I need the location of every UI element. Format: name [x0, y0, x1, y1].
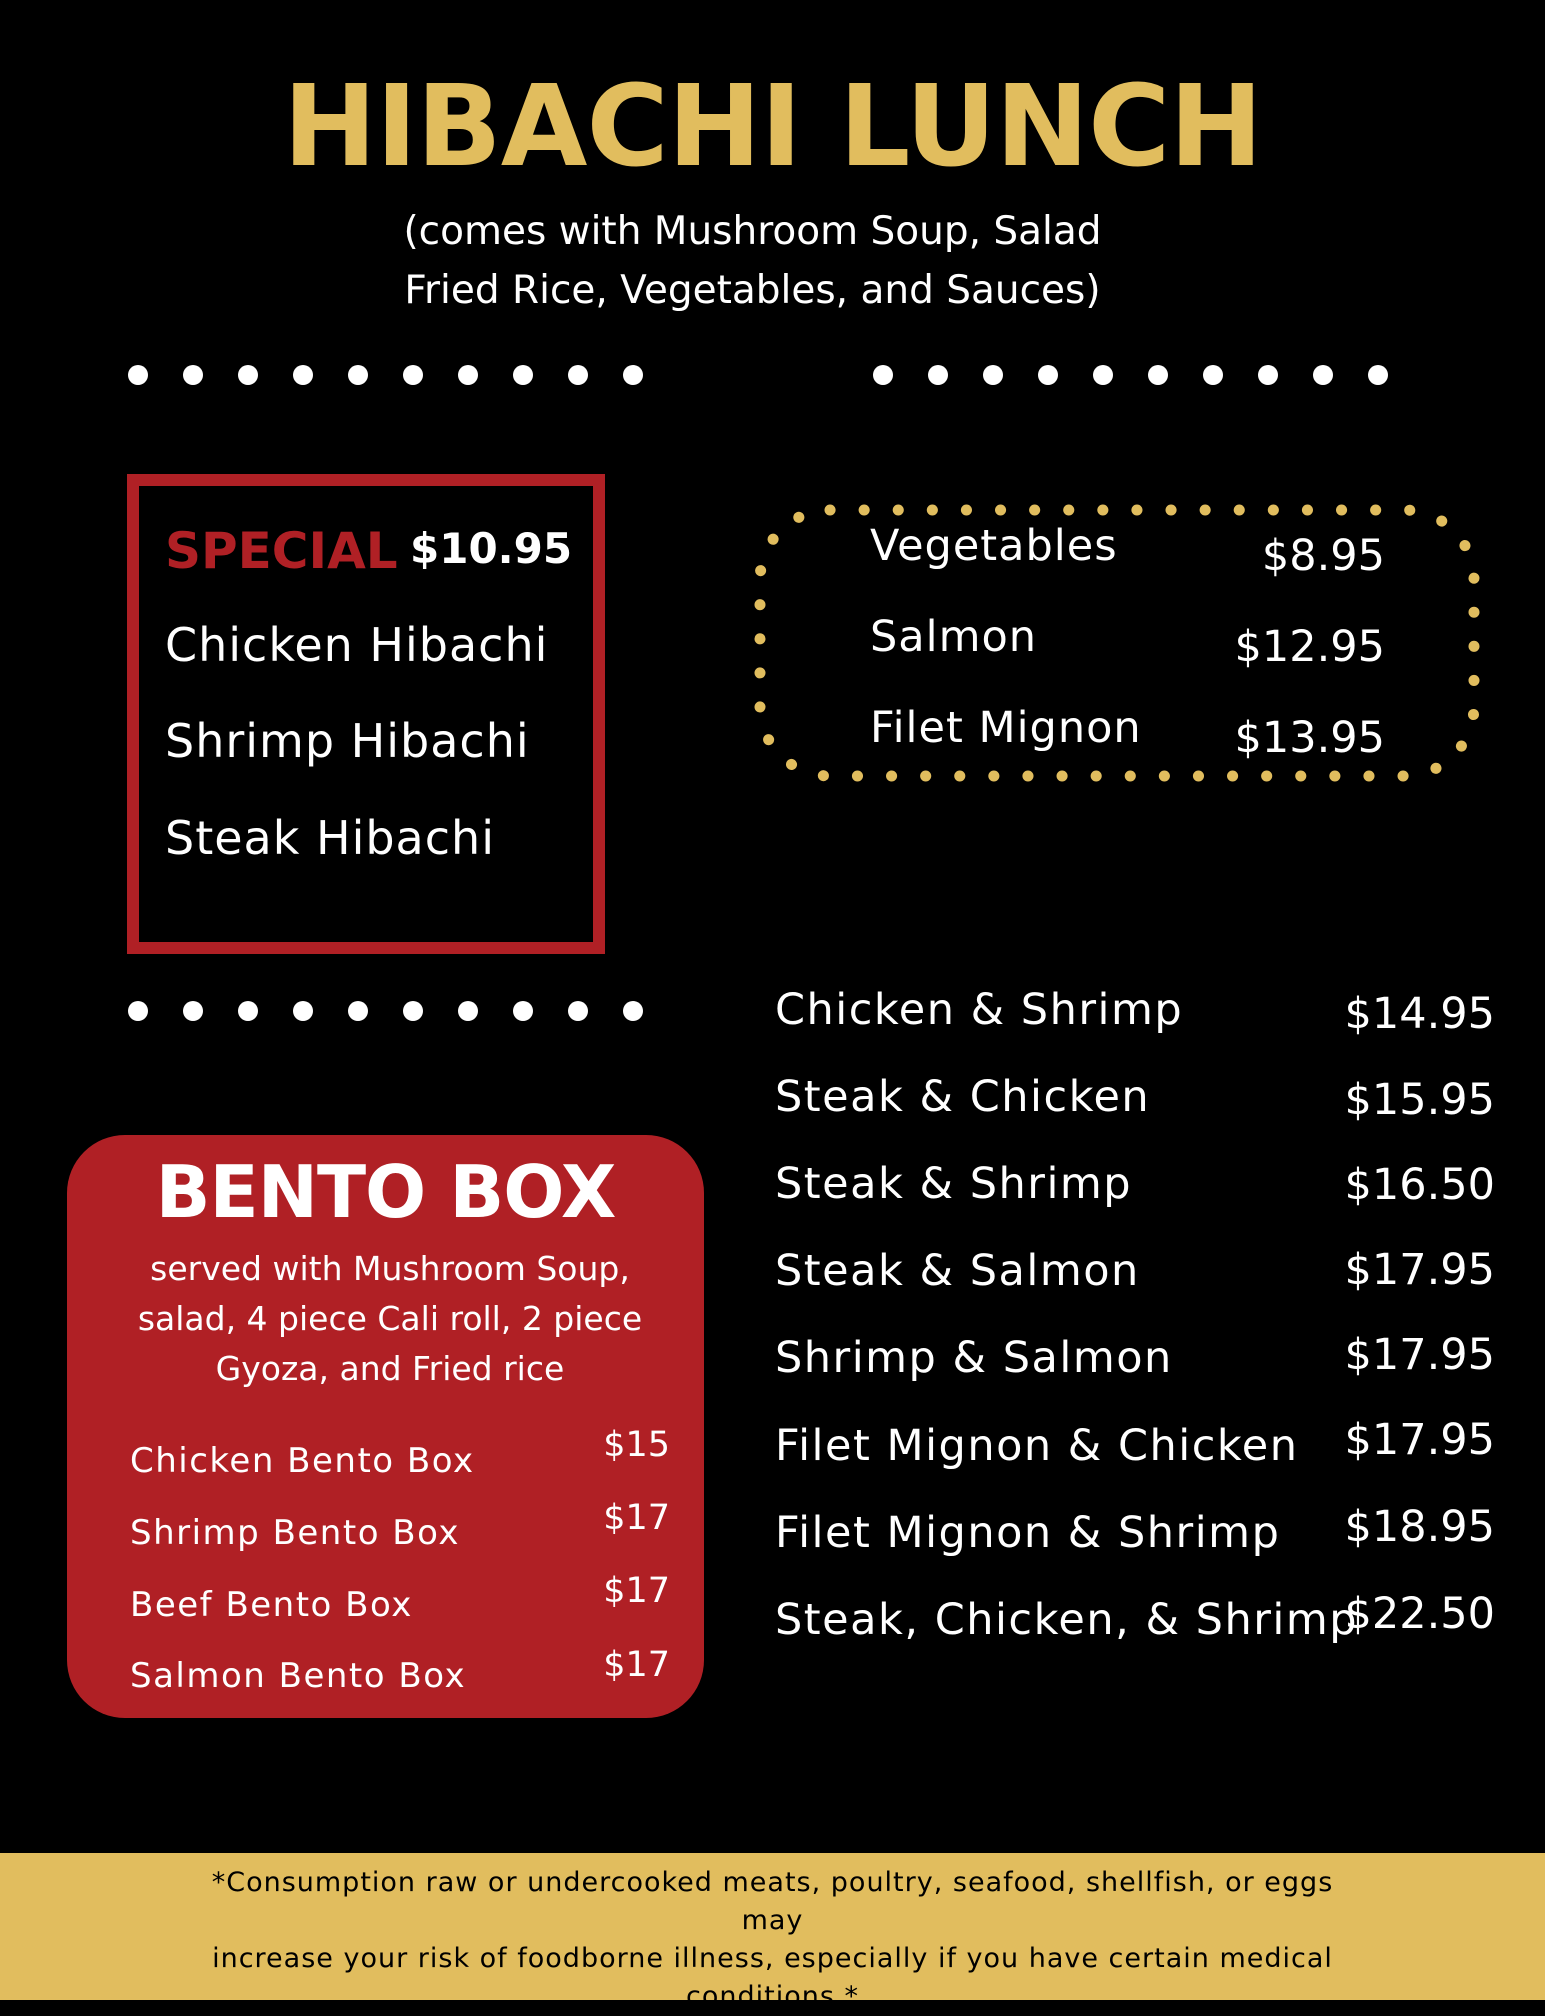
divider-dot	[238, 365, 258, 385]
combo-price: $15.95	[1344, 1075, 1495, 1125]
bento-desc-line: served with Mushroom Soup,	[150, 1249, 630, 1288]
bento-item-name: Chicken Bento Box	[130, 1441, 475, 1481]
single-item-name: Vegetables	[870, 521, 1118, 571]
single-item-name: Filet Mignon	[870, 703, 1142, 753]
divider-dot	[403, 1001, 423, 1021]
divider-dot	[873, 365, 893, 385]
bento-title: BENTO BOX	[155, 1150, 616, 1234]
divider-dot	[568, 1001, 588, 1021]
single-item-price: $8.95	[1261, 531, 1385, 581]
combo-price: $18.95	[1344, 1502, 1495, 1552]
divider-dot	[568, 365, 588, 385]
bento-item-price: $17	[603, 1645, 670, 1685]
footer-disclaimer	[190, 1864, 1355, 2016]
divider-dot	[1093, 365, 1113, 385]
divider-dot	[1038, 365, 1058, 385]
disclaimer-line: conditions.*	[686, 1981, 859, 2012]
combo-name: Filet Mignon & Chicken	[775, 1421, 1299, 1471]
special-item: Steak Hibachi	[165, 811, 495, 865]
bento-item-price: $17	[603, 1498, 670, 1538]
bento-item-name: Shrimp Bento Box	[130, 1513, 460, 1553]
divider-dot	[623, 1001, 643, 1021]
combo-price: $14.95	[1344, 989, 1495, 1039]
bento-item-name: Beef Bento Box	[130, 1585, 413, 1625]
single-item-price: $13.95	[1234, 713, 1385, 763]
divider-dot	[183, 1001, 203, 1021]
divider-dot	[458, 1001, 478, 1021]
bento-item-price: $17	[603, 1571, 670, 1611]
divider-dot	[128, 365, 148, 385]
dot-divider-top-left	[128, 365, 648, 385]
divider-dot	[128, 1001, 148, 1021]
bento-desc-line: salad, 4 piece Cali roll, 2 piece	[137, 1299, 643, 1338]
disclaimer-line: *Consumption raw or undercooked meats, poultry, seafood, shellfish, or eggs may	[211, 1867, 1334, 1936]
combo-price: $16.50	[1344, 1160, 1495, 1210]
combo-name: Shrimp & Salmon	[775, 1333, 1173, 1383]
divider-dot	[1203, 365, 1223, 385]
divider-dot	[183, 365, 203, 385]
bento-desc-line: Gyoza, and Fried rice	[215, 1349, 565, 1388]
divider-dot	[928, 365, 948, 385]
menu-title: HIBACHI LUNCH	[282, 62, 1263, 192]
special-item: Shrimp Hibachi	[165, 714, 530, 768]
combo-name: Steak & Shrimp	[775, 1159, 1133, 1209]
single-item-price: $12.95	[1234, 622, 1385, 672]
special-item: Chicken Hibachi	[165, 618, 549, 672]
subtitle-line: Fried Rice, Vegetables, and Sauces)	[404, 268, 1101, 313]
combo-price: $22.50	[1344, 1589, 1495, 1639]
divider-dot	[1368, 365, 1388, 385]
combo-name: Steak, Chicken, & Shrimp	[775, 1595, 1359, 1645]
divider-dot	[403, 365, 423, 385]
divider-dot	[1148, 365, 1168, 385]
divider-dot	[238, 1001, 258, 1021]
disclaimer-line: increase your risk of foodborne illness, especially if you have certain medical	[212, 1943, 1333, 1974]
combo-price: $17.95	[1344, 1245, 1495, 1295]
combo-name: Chicken & Shrimp	[775, 985, 1184, 1035]
dot-divider-middle-left	[128, 1001, 648, 1021]
divider-dot	[348, 365, 368, 385]
bento-item-name: Salmon Bento Box	[130, 1656, 467, 1696]
combo-price: $17.95	[1344, 1330, 1495, 1380]
divider-dot	[293, 1001, 313, 1021]
divider-dot	[513, 365, 533, 385]
combo-name: Steak & Chicken	[775, 1072, 1151, 1122]
subtitle-line: (comes with Mushroom Soup, Salad	[403, 209, 1102, 254]
divider-dot	[623, 365, 643, 385]
divider-dot	[513, 1001, 533, 1021]
divider-dot	[293, 365, 313, 385]
dot-divider-top-right	[873, 365, 1393, 385]
divider-dot	[983, 365, 1003, 385]
combo-name: Steak & Salmon	[775, 1246, 1140, 1296]
special-label: SPECIAL	[165, 522, 398, 580]
menu-subtitle	[0, 202, 1505, 320]
divider-dot	[1258, 365, 1278, 385]
divider-dot	[1313, 365, 1333, 385]
divider-dot	[348, 1001, 368, 1021]
combo-name: Filet Mignon & Shrimp	[775, 1508, 1281, 1558]
bento-item-price: $15	[603, 1425, 670, 1465]
special-price: $10.95	[410, 524, 573, 573]
single-item-name: Salmon	[870, 612, 1038, 662]
bento-description	[120, 1244, 660, 1394]
divider-dot	[458, 365, 478, 385]
combo-price: $17.95	[1344, 1415, 1495, 1465]
